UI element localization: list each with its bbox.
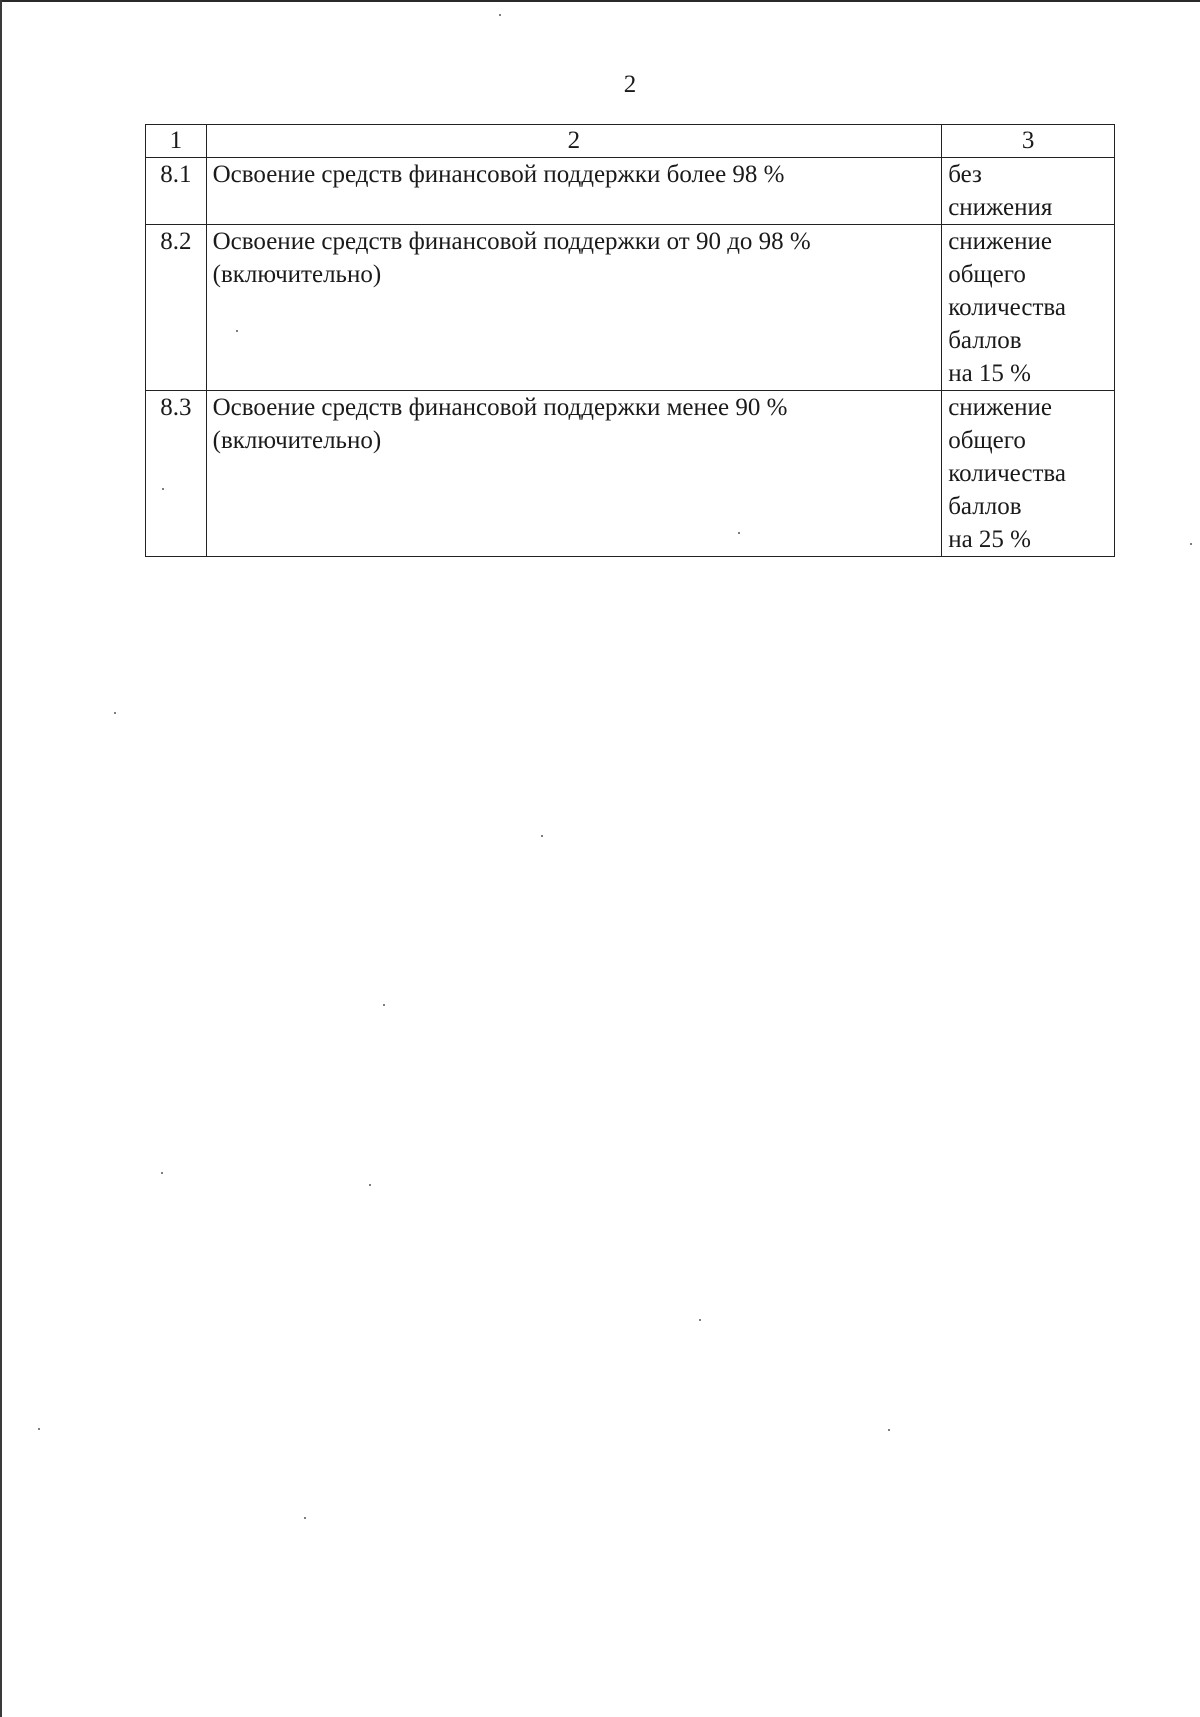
effect-line: без [948,161,982,188]
effect-line: на 15 % [948,360,1032,387]
scan-speck [161,1172,163,1174]
table-header-row [146,125,1115,158]
effect-line: количества [948,294,1066,321]
header-cell-3: 3 [942,125,1115,158]
header-cell-2: 2 [206,125,942,158]
row-number-cell: 8.2 [146,225,207,391]
effect-cell [942,225,1115,391]
effect-line: снижение [948,228,1052,255]
header-cell-1: 1 [146,125,207,158]
page-number: 2 [623,71,637,98]
criteria-table [145,124,1115,557]
effect-line: на 25 % [948,526,1032,553]
condition-cell: Освоение средств финансовой поддержки более 98 % [206,158,942,225]
scan-speck [38,1428,40,1430]
scan-speck [236,330,238,332]
effect-line: общего [948,261,1026,288]
table-row [146,158,1115,225]
left-border-line [0,0,2,1717]
scan-speck [383,1004,385,1006]
scan-speck [114,712,116,714]
effect-cell [942,158,1115,225]
condition-cell: Освоение средств финансовой поддержки от 90 до 98 % (включительно) [206,225,942,391]
scan-speck [738,532,740,534]
table-row [146,225,1115,391]
effect-cell [942,391,1115,557]
effect-line: снижения [948,194,1053,221]
scan-speck [499,14,501,16]
effect-line: количества [948,460,1066,487]
scan-speck [541,835,543,837]
effect-line: баллов [948,493,1022,520]
scan-speck [369,1184,371,1186]
effect-line: снижение [948,394,1052,421]
effect-line: баллов [948,327,1022,354]
row-number-cell: 8.3 [146,391,207,557]
scan-speck [699,1319,701,1321]
scan-speck [888,1429,890,1431]
top-border-line [0,0,1200,2]
table-row [146,391,1115,557]
scan-speck [1190,543,1192,545]
row-number-cell: 8.1 [146,158,207,225]
scan-speck [304,1517,306,1519]
condition-cell: Освоение средств финансовой поддержки менее 90 % (включительно) [206,391,942,557]
scan-speck [162,488,164,490]
effect-line: общего [948,427,1026,454]
